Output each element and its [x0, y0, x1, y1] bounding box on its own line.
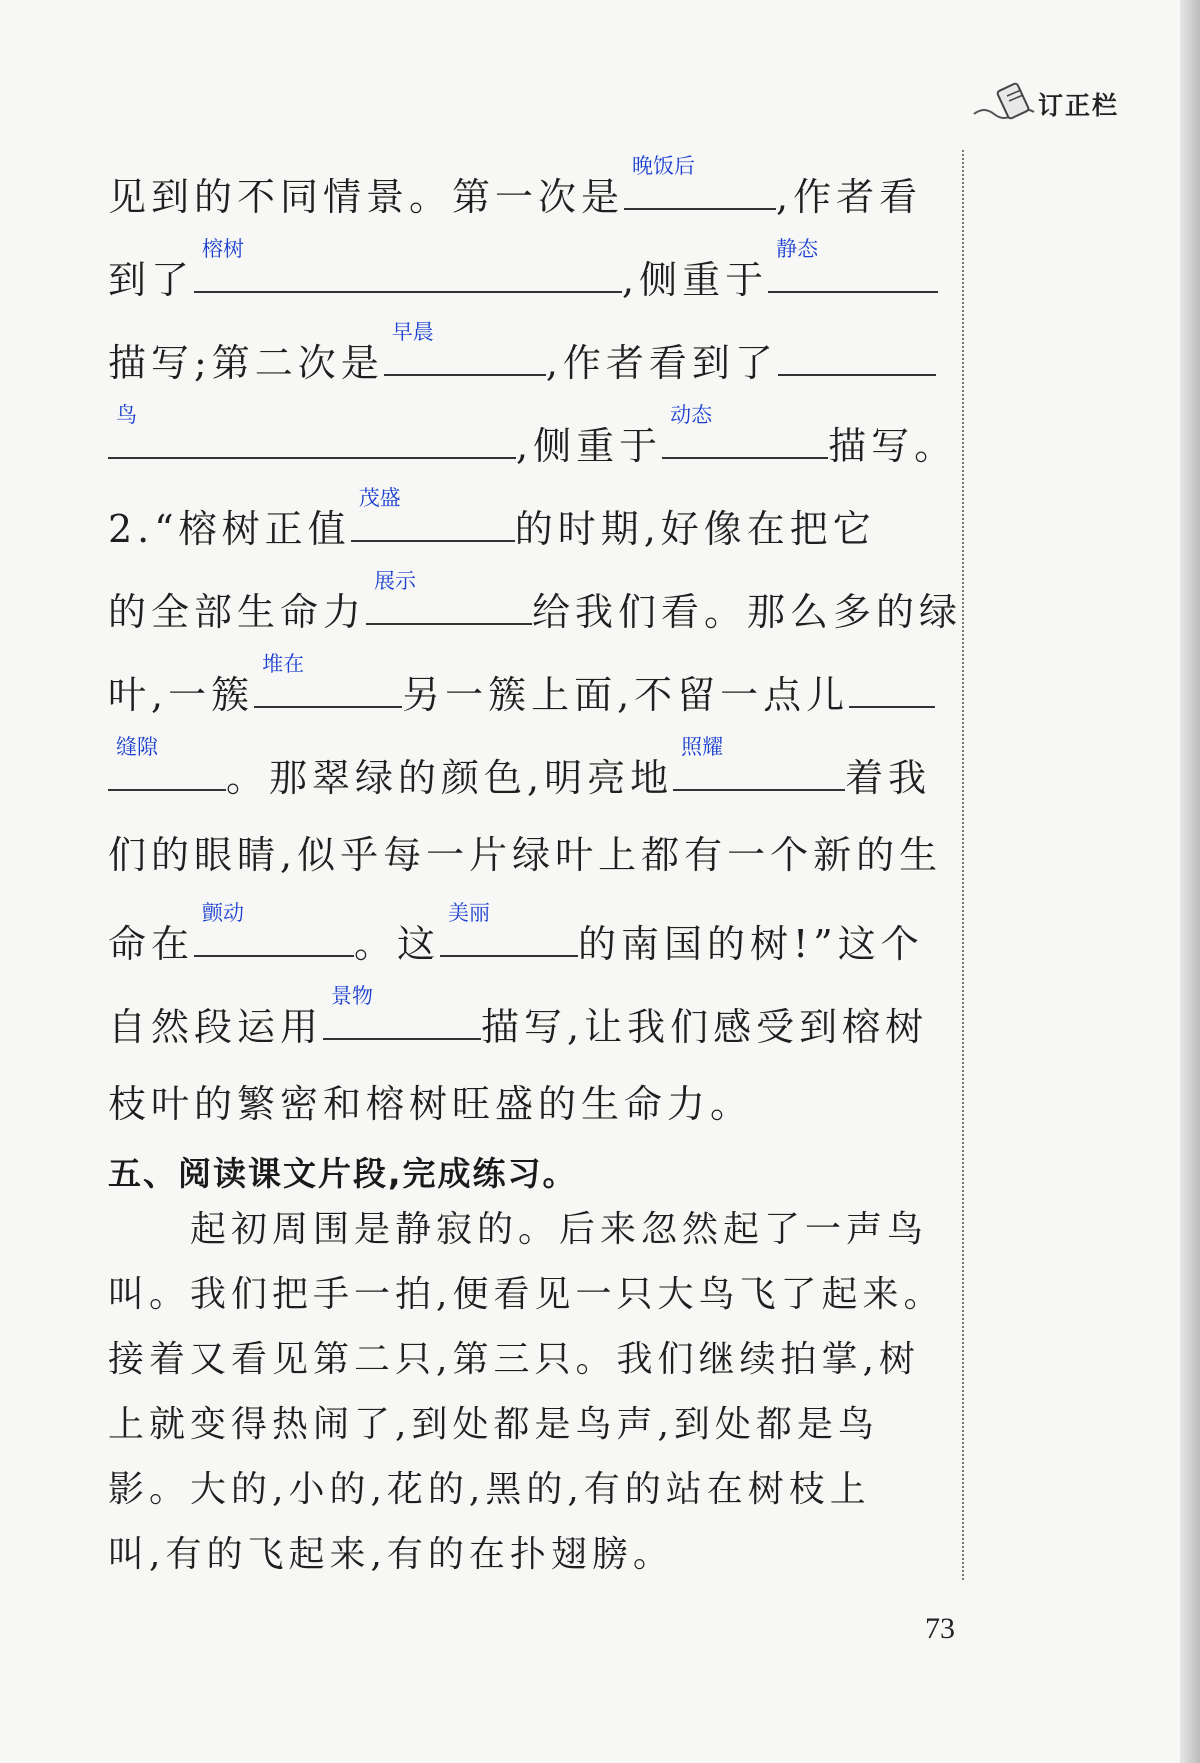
q1-line-4	[108, 403, 958, 468]
q1-line-2	[108, 237, 943, 302]
passage-line: 接着又看见第二只,第三只。我们继续拍掌,树	[108, 1339, 920, 1380]
text: 自然段运用	[108, 1005, 324, 1049]
handwritten-answer: 静态	[776, 237, 819, 261]
text: 描写。	[828, 424, 958, 468]
passage-line: 叫。我们把手一拍,便看见一只大鸟飞了起来。	[108, 1274, 945, 1315]
answer-blank[interactable]	[323, 984, 481, 1040]
answer-blank[interactable]	[768, 237, 938, 293]
q2-line-3	[108, 652, 943, 717]
text: 着我	[845, 756, 932, 800]
handwritten-answer: 茂盛	[358, 486, 401, 510]
text: 的南国的树!”这个	[578, 922, 924, 966]
text: 到了	[108, 258, 195, 302]
answer-blank[interactable]	[108, 403, 516, 459]
q1-line-3	[108, 320, 943, 385]
handwritten-answer: 鸟	[116, 403, 137, 427]
answer-blank[interactable]	[673, 735, 845, 791]
answer-blank[interactable]	[778, 338, 936, 376]
answer-blank[interactable]	[108, 735, 226, 791]
text: 。那翠绿的颜色,明亮地	[226, 756, 674, 800]
handwritten-answer: 缝隙	[116, 735, 158, 759]
text: ,侧重于	[622, 258, 769, 302]
text: 2.“榕树正值	[108, 507, 351, 551]
text: 。这	[354, 922, 441, 966]
answer-blank[interactable]	[194, 237, 622, 293]
handwritten-answer: 早晨	[391, 320, 434, 344]
answer-blank[interactable]	[384, 320, 546, 376]
q2-line-6	[108, 901, 943, 966]
correction-column-header	[972, 82, 1119, 122]
answer-blank[interactable]	[440, 901, 578, 957]
correction-column-divider	[962, 150, 964, 1580]
q2-line-5: 们的眼睛,似乎每一片绿叶上都有一个新的生	[108, 833, 943, 877]
handwritten-answer: 晚饭后	[632, 154, 696, 178]
handwritten-answer: 榕树	[202, 237, 245, 261]
text: 见到的不同情景。第一次是	[108, 175, 625, 219]
q2-line-8: 枝叶的繁密和榕树旺盛的生命力。	[108, 1082, 754, 1126]
passage-line: 起初周围是静寂的。后来忽然起了一声鸟	[108, 1209, 929, 1250]
answer-blank[interactable]	[254, 652, 402, 708]
text: 命在	[108, 922, 195, 966]
passage-line: 上就变得热闹了,到处都是鸟声,到处都是鸟	[108, 1404, 879, 1445]
text: 的时期,好像在把它	[514, 507, 876, 551]
pencil-icon	[972, 82, 1042, 122]
q2-line-4	[108, 735, 943, 800]
text: 叶,一簇	[108, 673, 255, 717]
page-edge	[1180, 0, 1200, 1763]
answer-blank[interactable]	[849, 670, 935, 708]
answer-blank[interactable]	[366, 569, 532, 625]
text: 描写,让我们感受到榕树	[481, 1005, 929, 1049]
q2-line-7	[108, 984, 943, 1049]
answer-blank[interactable]	[351, 486, 515, 542]
answer-blank[interactable]	[194, 901, 354, 957]
handwritten-answer: 景物	[331, 984, 374, 1008]
answer-blank[interactable]	[662, 403, 828, 459]
text: ,作者看到了	[545, 341, 778, 385]
text: ,作者看	[776, 175, 923, 219]
q1-line-1	[108, 154, 943, 219]
text: 描写;第二次是	[108, 341, 384, 385]
text: 另一簇上面,不留一点儿	[402, 673, 850, 717]
page-number: 73	[925, 1612, 955, 1645]
text: 给我们看。那么多的绿	[532, 590, 963, 634]
section-5-heading: 五、阅读课文片段,完成练习。	[108, 1154, 578, 1193]
passage-line: 影。大的,小的,花的,黑的,有的站在树枝上	[108, 1469, 871, 1510]
text: ,侧重于	[516, 424, 663, 468]
handwritten-answer: 颤动	[202, 901, 245, 925]
text: 的全部生命力	[108, 590, 367, 634]
answer-blank[interactable]	[624, 154, 776, 210]
handwritten-answer: 动态	[670, 403, 713, 427]
correction-column-label: 订正栏	[1038, 91, 1120, 120]
handwritten-answer: 展示	[374, 569, 417, 593]
handwritten-answer: 照耀	[681, 735, 724, 759]
q2-line-2	[108, 569, 963, 634]
handwritten-answer: 堆在	[262, 652, 305, 676]
handwritten-answer: 美丽	[448, 901, 491, 925]
passage-line: 叫,有的飞起来,有的在扑翅膀。	[108, 1534, 674, 1575]
q2-line-1	[108, 486, 943, 551]
